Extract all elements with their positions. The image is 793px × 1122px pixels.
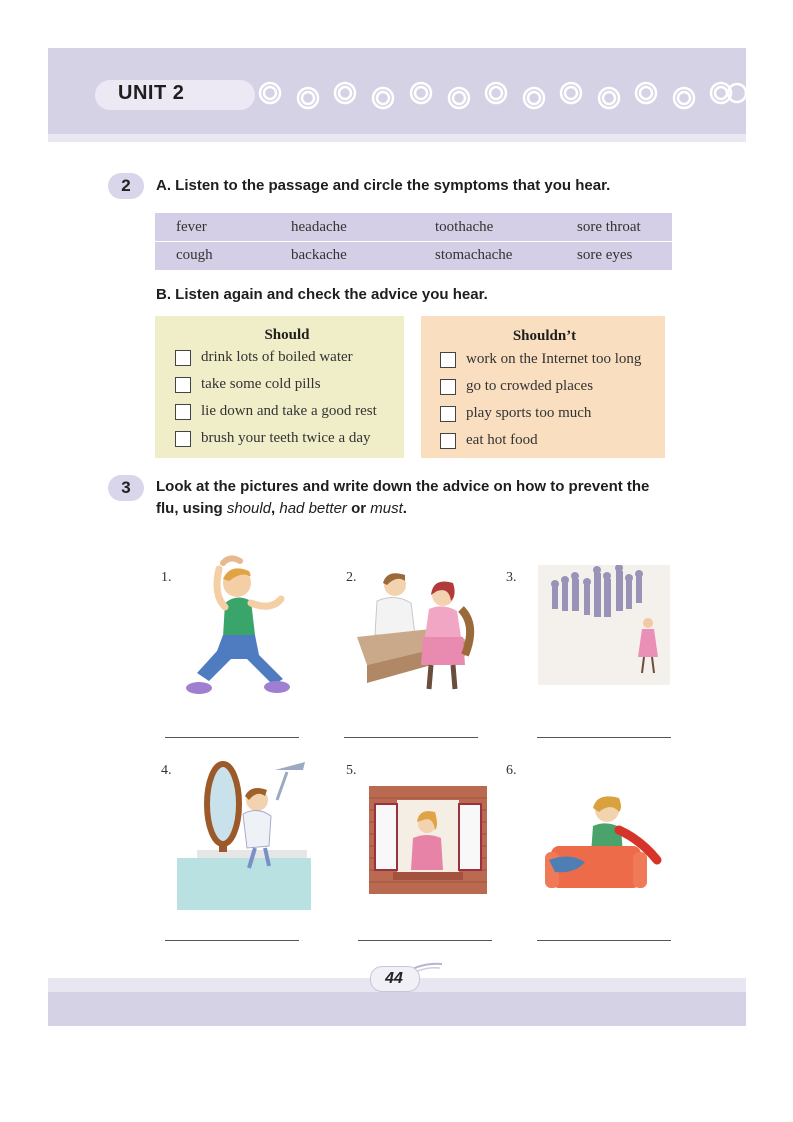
exercise-number-badge: 3 xyxy=(108,475,144,501)
doctor-visit-illustration xyxy=(357,565,479,695)
should-item-label: drink lots of boiled water xyxy=(201,349,353,365)
should-item-label: take some cold pills xyxy=(201,376,321,392)
exercise2-part-a-instruction: A. Listen to the passage and circle the symptoms that you hear. xyxy=(156,177,611,194)
decorative-rings xyxy=(255,78,746,112)
shouldnt-item[interactable] xyxy=(440,405,591,422)
should-heading: Should xyxy=(264,327,310,343)
symptom-word[interactable]: toothache xyxy=(435,219,494,235)
symptom-word[interactable]: cough xyxy=(176,247,213,263)
picture-number: 5. xyxy=(346,763,357,778)
shouldnt-item-label: eat hot food xyxy=(466,432,538,448)
open-window-illustration xyxy=(369,786,487,894)
washing-hands-illustration xyxy=(177,760,311,910)
answer-line[interactable] xyxy=(165,940,299,941)
picture-number: 4. xyxy=(161,763,172,778)
shouldnt-item[interactable] xyxy=(440,432,538,449)
shouldnt-item-label: play sports too much xyxy=(466,405,592,421)
page-number: 44 xyxy=(385,970,403,987)
should-item-label: lie down and take a good rest xyxy=(201,403,377,419)
symptom-word[interactable]: backache xyxy=(291,247,347,263)
checkbox[interactable] xyxy=(440,433,456,449)
shouldnt-item[interactable] xyxy=(440,378,593,395)
picture-number: 3. xyxy=(506,570,517,585)
exercise-number-badge: 2 xyxy=(108,173,144,199)
checkbox[interactable] xyxy=(440,406,456,422)
boy-exercising-illustration xyxy=(185,555,295,697)
should-item-label: brush your teeth twice a day xyxy=(201,430,371,446)
symptom-word[interactable]: headache xyxy=(291,219,347,235)
checkbox[interactable] xyxy=(175,350,191,366)
boy-dressing-illustration xyxy=(545,790,671,896)
answer-line[interactable] xyxy=(344,737,478,738)
crowded-place-illustration xyxy=(538,565,670,685)
answer-line[interactable] xyxy=(537,940,671,941)
symptom-word[interactable]: sore eyes xyxy=(577,247,633,263)
shouldnt-item[interactable] xyxy=(440,351,641,368)
shouldnt-item-label: go to crowded places xyxy=(466,378,594,394)
picture-number: 1. xyxy=(161,570,172,585)
header-divider xyxy=(48,134,746,142)
exercise3-instruction-line2: flu, using should, had better or must. xyxy=(156,500,407,517)
checkbox[interactable] xyxy=(175,377,191,393)
checkbox[interactable] xyxy=(175,431,191,447)
shouldnt-item-label: work on the Internet too long xyxy=(466,351,642,367)
checkbox[interactable] xyxy=(175,404,191,420)
answer-line[interactable] xyxy=(358,940,492,941)
unit-title: UNIT 2 xyxy=(118,82,185,104)
exercise2-part-b-instruction: B. Listen again and check the advice you hear. xyxy=(156,286,488,303)
picture-number: 6. xyxy=(506,763,517,778)
answer-line[interactable] xyxy=(537,737,671,738)
symptom-word[interactable]: fever xyxy=(176,219,207,235)
answer-line[interactable] xyxy=(165,737,299,738)
exercise3-instruction-line1: Look at the pictures and write down the advice on how to prevent the xyxy=(156,478,650,495)
picture-number: 2. xyxy=(346,570,357,585)
shouldnt-heading: Shouldn’t xyxy=(512,328,577,344)
symptom-word[interactable]: stomachache xyxy=(435,247,513,263)
should-item[interactable] xyxy=(175,376,321,393)
symptoms-divider xyxy=(155,241,672,242)
checkbox[interactable] xyxy=(440,379,456,395)
should-item[interactable] xyxy=(175,403,377,420)
symptom-word[interactable]: sore throat xyxy=(577,219,641,235)
should-item[interactable] xyxy=(175,430,371,447)
should-item[interactable] xyxy=(175,349,353,366)
checkbox[interactable] xyxy=(440,352,456,368)
